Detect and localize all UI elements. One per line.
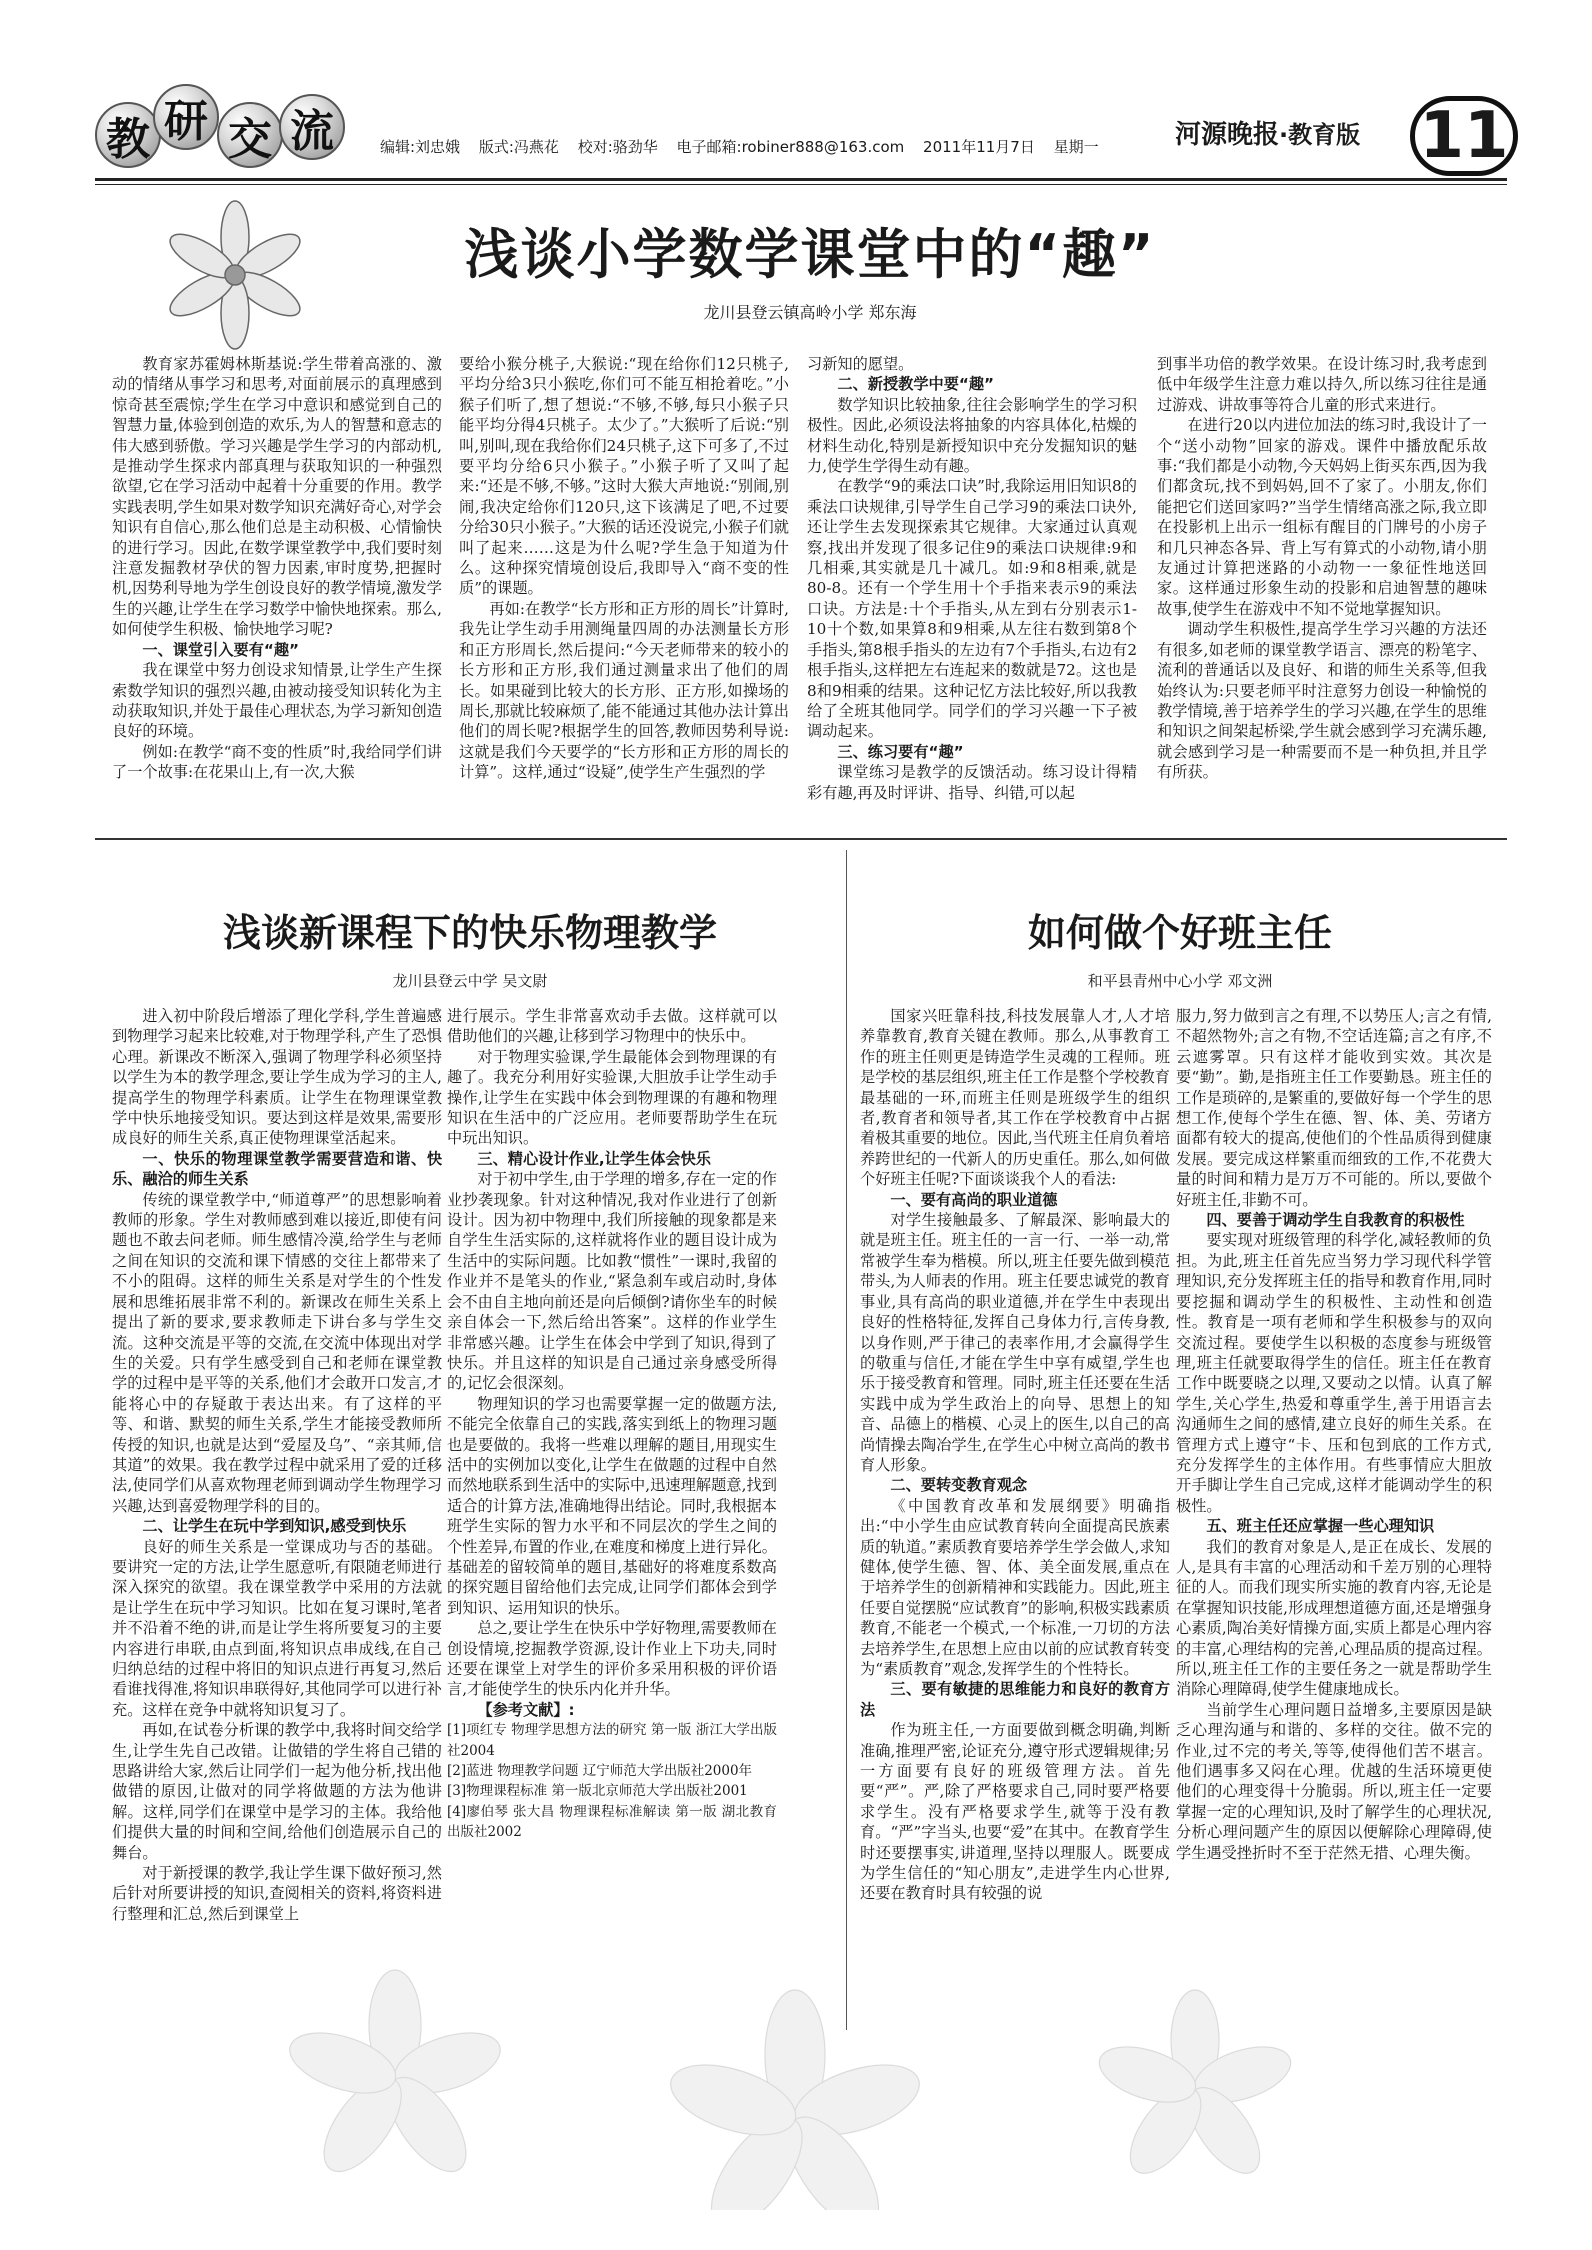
paragraph: 到事半功倍的教学效果。在设计练习时,我考虑到低中年级学生注意力难以持久,所以练习往往是通过游戏、讲故事等符合儿童的形式来进行。 [1157,355,1487,414]
flower-decoration-icon [160,200,310,350]
layout-designer: 版式:冯燕花 [478,138,559,156]
article1-column-3 [807,354,1137,809]
section-heading: 三、练习要有“趣” [837,742,964,761]
paragraph: 传统的课堂教学中,“师道尊严”的思想影响着教师的形象。学生对教师感到难以接近,即使有问题也不敢去问老师。师生感情冷漠,给学生与老师之间在知识的交流和课下情感的交往上都带来了不小的阻碍。这样的师生关系是对学生的个性发展和思维拓展非常不利的。新课改在师生关系上提出了新的要求,要求教师走下讲台多与学生交流。这种交流是平等的交流,在交流中体现出对学生的关爱。只有学生感受到自己和老师在课堂教学的过程中是平等的关系,他们才会敢开口发言,才能将心中的存疑敢于表达出来。有了这样的平等、和谐、默契的师生关系,学生才能接受教师所传授的知识,也就是达到“爱屋及乌”、“亲其师,信其道”的效果。我在教学过程中就采用了爱的迁移法,使同学们从喜欢物理老师到调动学生物理学习兴趣,达到喜爱物理学科的目的。 [112,1190,442,1515]
section-divider [95,838,1507,840]
section-char-4: 流 [279,94,345,160]
weekday: 星期一 [1053,138,1099,156]
paragraph: 课堂练习是教学的反馈活动。练习设计得精彩有趣,再及时评讲、指导、纠错,可以起 [807,763,1137,802]
section-heading: 三、要有敏捷的思维能力和良好的教育方法 [860,1680,1170,1719]
reference-item: [3]物理课程标准 第一版北京师范大学出版社2001 [447,1783,748,1800]
article2-column-2 [447,1006,777,2016]
paragraph: 我在课堂中努力创设求知情景,让学生产生探索数学知识的强烈兴趣,由被动接受知识转化为主动获取知识,并处于最佳心理状态,为学习新知创造良好的环境。 [112,661,442,741]
paragraph: 要实现对班级管理的科学化,减轻教师的负担。为此,班主任首先应当努力学习现代科学管理知识,充分发挥班主任的指导和教育作用,同时要挖掘和调动学生的积极性、主动性和创造性。教育是一项有老师和学生积极参与的双向交流过程。要使学生以积极的态度参与班级管理,班主任就要取得学生的信任。班主任在教育工作中既要晓之以理,又要动之以情。认真了解学生,关心学生,热爱和尊重学生,善于用语言去沟通师生之间的感情,建立良好的师生关系。在管理方式上遵守“卡、压和包到底的工作方式,充分发挥学生的主体作用。有些事情应大胆放开手脚让学生自己完成,这样才能调动学生的积极性。 [1176,1231,1492,1515]
paragraph: 作为班主任,一方面要做到概念明确,判断准确,推理严密,论证充分,遵守形式逻辑规律;另一方面要有良好的班级管理方法。首先要“严”。严,除了严格要求自己,同时要严格要求学生。没有严格要求学生,就等于没有教育。“严”字当头,也要“爱”在其中。在教育学生时还要摆事实,讲道理,坚持以理服人。既要成为学生信任的“知心朋友”,走进学生内心世界,还要在教育时具有较强的说 [860,1721,1170,1903]
article2-column-1 [112,1006,442,2016]
section-heading: 三、精心设计作业,让学生体会快乐 [477,1149,711,1168]
section-heading: 一、要有高尚的职业道德 [890,1190,1058,1209]
paragraph: 再如,在试卷分析课的教学中,我将时间交给学生,让学生先自己改错。让做错的学生将自己错的思路讲给大家,然后让同学们一起为他分析,找出他做错的原因,让做对的同学将做题的方法为他讲解。这样,同学们在课堂中是学习的主体。我给他们提供大量的时间和空间,给他们创造展示自己的舞台。 [112,1721,442,1862]
paragraph: 对于物理实验课,学生最能体会到物理课的有趣了。我充分利用好实验课,大胆放手让学生动手操作,让学生在实践中体会到物理课的有趣和物理知识在生活中的广泛应用。老师要帮助学生在玩中玩出知识。 [447,1047,777,1148]
article1-column-2 [459,354,789,809]
section-heading: 四、要善于调动学生自我教育的积极性 [1206,1211,1465,1230]
paragraph: 当前学生心理问题日益增多,主要原因是缺乏心理沟通与和谐的、多样的交往。做不完的作业,过不完的考关,等等,使得他们苦不堪言。他们遇事多又闷在心理。优越的生活环境更使他们的心理变得十分脆弱。所以,班主任一定要掌握一定的心理知识,及时了解学生的心理状况,分析心理问题产生的原因以便解除心理障碍,使学生遇受挫折时不至于茫然无措、心理失衡。 [1176,1700,1492,1862]
section-char-1: 教 [95,102,161,168]
section-char-2: 研 [153,84,219,150]
paper-logo [1175,114,1360,151]
article3-author: 和平县青州中心小学 邓文洲 [1087,972,1273,990]
paragraph: 对于初中学生,由于学理的增多,存在一定的作业抄袭现象。针对这种情况,我对作业进行了创新设计。因为初中物理中,我们所接触的现象都是来自学生生活实际的,这样就将作业的题目设计成为生活中的实际问题。比如教“惯性”一课时,我留的作业并不是笔头的作业,“紧急刹车或启动时,身体会不由自主地向前还是向后倾倒?请你坐车的时候亲自体会一下,然后给出答案”。这样的作业学生非常感兴趣。让学生在体会中学到了知识,得到了快乐。并且这样的知识是自己通过亲身感受所得的,记忆会很深刻。 [447,1170,777,1393]
paragraph: 习新知的愿望。 [807,355,914,373]
article1-author: 龙川县登云镇高岭小学 郑东海 [703,303,917,322]
paragraph: 在教学“9的乘法口诀”时,我除运用旧知识8的乘法口诀规律,引导学生自己学习9的乘法口诀外,还让学生去发现探索其它规律。大家通过认真观察,找出并发现了很多记住9的乘法口诀规律:9和几相乘,其实就是几十减几。如:9和8相乘,就是80-8。还有一个学生用十个手指来表示9的乘法口诀。方法是:十个手指头,从左到右分别表示1-10十个数,如果算8和9相乘,从左往右数到第8个手指头,第8根手指头的左边有7个手指头,右边有2根手指头,这样把左右连起来的数就是72。这也是8和9相乘的结果。这种记忆方法比较好,所以我教给了全班其他同学。同学们的学习兴趣一下子被调动起来。 [807,477,1137,741]
editor: 编辑:刘忠娥 [380,138,461,156]
reference-item: [1]项红专 物理学思想方法的研究 第一版 浙江大学出版社2004 [447,1722,777,1759]
page-number: 11 [1410,96,1518,176]
paragraph: 国家兴旺靠科技,科技发展靠人才,人才培养靠教育,教育关键在教师。那么,从事教育工作的班主任则更是铸造学生灵魂的工程师。班是学校的基层组织,班主任工作是整个学校教育最基础的一环,而班主任则是班级学生的组织者,教育者和领导者,其工作在学校教育中占据着极其重要的地位。因此,当代班主任肩负着培养跨世纪的一代新人的历史重任。那么,如何做个好班主任呢?下面谈谈我个人的看法: [860,1007,1170,1189]
section-heading: 五、班主任还应掌握一些心理知识 [1206,1517,1435,1536]
section-heading: 二、让学生在玩中学到知识,感受到快乐 [142,1517,407,1536]
article3-column-1 [860,1006,1170,2016]
paragraph: 对学生接触最多、了解最深、影响最大的就是班主任。班主任的一言一行、一举一动,常常被学生奉为楷模。所以,班主任要先做到模范带头,为人师表的作用。班主任要忠诚党的教育事业,具有高尚的职业道德,并在学生中表现出良好的性格特征,发挥自己身体力行,言传身教,以身作则,严于律己的表率作用,才会赢得学生的敬重与信任,才能在学生中享有威望,学生也乐于接受教育和管理。同时,班主任还要在生活实践中成为学生政治上的向导、思想上的知音、品德上的楷模、心灵上的医生,以自己的高尚情操去陶冶学生,在学生心中树立高尚的教书育人形象。 [860,1211,1170,1474]
article1-column-4 [1157,354,1487,809]
paragraph: 总之,要让学生在快乐中学好物理,需要教师在创设情境,挖掘教学资源,设计作业上下功夫,同时还要在课堂上对学生的评价多采用积极的评价语言,才能使学生的快乐内化并升华。 [447,1619,777,1699]
section-heading: 二、新授教学中要“趣” [837,375,995,394]
email: 电子邮箱:robiner888@163.com [676,138,905,156]
date: 2011年11月7日 [923,138,1035,156]
paragraph: 调动学生积极性,提高学生学习兴趣的方法还有很多,如老师的课堂教学语言、漂亮的粉笔字、流利的普通话以及良好、和谐的师生关系等,但我始终认为:只要老师平时注意努力创设一种愉悦的教学情境,善于培养学生的学习兴趣,在学生的思维和知识之间架起桥梁,学生就会感到学习充满乐趣,就会感到学习是一种需要而不是一种负担,并且学有所获。 [1157,620,1487,782]
section-heading: 二、要转变教育观念 [890,1476,1028,1495]
paragraph: 服力,努力做到言之有理,不以势压人;言之有情,不超然物外;言之有物,不空话连篇;言之有序,不云遮雾罩。只有这样才能收到实效。其次是要“勤”。勤,是指班主任工作要勤恳。班主任的工作是琐碎的,是繁重的,要做好每一个学生的思想工作,使每个学生在德、智、体、美、劳诸方面都有较大的提高,使他们的个性品质得到健康发展。要完成这样繁重而细致的工作,不花费大量的时间和精力是万万不可能的。所以,要做个好班主任,非勤不可。 [1176,1007,1492,1209]
paragraph: 对于新授课的教学,我让学生课下做好预习,然后针对所要讲授的知识,查阅相关的资料,将资料进行整理和汇总,然后到课堂上 [112,1864,442,1923]
header-rule [95,178,1507,181]
article1-column-1 [112,354,442,809]
reference-item: [2]蓝进 物理教学问题 辽宁师范大学出版社2000年 [447,1763,753,1780]
paragraph: 进入初中阶段后增添了理化学科,学生普遍感到物理学习起来比较难,对于物理学科,产生了恐惧心理。新课改不断深入,强调了物理学科必须坚持以学生为本的教学理念,要让学生成为学习的主人,提高学生的物理学科素质。让学生在物理课堂教学中快乐地接受知识。要达到这样是效果,需要形成良好的师生关系,真正使物理课堂活起来。 [112,1007,442,1148]
paper-edition: ·教育版 [1279,121,1361,149]
reference-item: [4]廖伯琴 张大昌 物理课程标准解读 第一版 湖北教育出版社2002 [447,1803,777,1841]
article3-column-2 [1176,1006,1492,2016]
paragraph: 进行展示。学生非常喜欢动手去做。这样就可以借助他们的兴趣,让移到学习物理中的快乐中。 [447,1007,777,1046]
paragraph: 例如:在教学“商不变的性质”时,我给同学们讲了一个故事:在花果山上,有一次,大猴 [112,742,442,782]
paragraph: 《中国教育改革和发展纲要》明确指出:“中小学生由应试教育转向全面提高民族素质的轨道。”素质教育要培养学生学会做人,求知健体,使学生德、智、体、美全面发展,重点在于培养学生的创新精神和实践能力。因此,班主任要自觉摆脱“应试教育”的影响,积极实践素质教育,不能老一个模式,一个标准,一刀切的方法去培养学生,在思想上应由以前的应试教育转变为“素质教育”观念,发挥学生的个性特长。 [860,1496,1170,1678]
column-divider [846,850,847,2030]
paragraph: 数学知识比较抽象,往往会影响学生的学习积极性。因此,必须设法将抽象的内容具体化,枯燥的材料生动化,特别是新授知识中充分发掘知识的魅力,使学生学得生动有趣。 [807,395,1137,476]
paper-name: 河源晚报 [1175,120,1280,150]
proofreader: 校对:骆劲华 [577,138,658,156]
article2-title: 浅谈新课程下的快乐物理教学 [222,911,717,955]
section-heading: 一、快乐的物理课堂教学需要营造和谐、快乐、融洽的师生关系 [112,1149,442,1189]
references-heading: 【参考文献】: [477,1700,575,1719]
paragraph: 要给小猴分桃子,大猴说:“现在给你们12只桃子,平均分给3只小猴吃,你们可不能互相抢着吃。”小猴子们听了,想了想说:“不够,不够,每只小猴子只能平均分得4只桃子。太少了。”大猴听了后说:“别叫,别叫,现在我给你们24只桃子,这下可多了,不过要平均分给6只小猴子。”小猴子听了又叫了起来:“还是不够,不够。”这时大猴大声地说:“别闹,别闹,我决定给你们120只,这下该满足了吧,不过要分给30只小猴子。”大猴的话还没说完,小猴子们就叫了起来……这是为什么呢?学生急于知道为什么。这种探究情境创设后,我即导入“商不变的性质”的课题。 [459,355,789,598]
header-info [380,136,1113,157]
section-masthead [95,84,365,174]
paragraph: 良好的师生关系是一堂课成功与否的基础。要讲究一定的方法,让学生愿意听,有限随老师进行深入探究的欲望。我在课堂教学中采用的方法就是让学生在玩中学习知识。比如在复习课时,笔者并不沿着不绝的讲,而是让学生将所要复习的主要内容进行串联,由点到面,将知识点串成线,在自己归纳总结的过程中将旧的知识点进行再复习,然后看谁找得准,将知识串联得好,其他同学可以进行补充。这样在竞争中就将知识复习了。 [112,1537,442,1719]
article2-author: 龙川县登云中学 吴文尉 [392,972,548,990]
paragraph: 物理知识的学习也需要掌握一定的做题方法,不能完全依靠自己的实践,落实到纸上的物理习题也是要做的。我将一些难以理解的题目,用现实生活中的实例加以变化,让学生在做题的过程中自然而然地联系到生活中的实际中,迅速理解题意,找到适合的计算方法,准确地得出结论。同时,我根据本班学生实际的智力水平和不同层次的学生之间的个性差异,布置的作业,在难度和梯度上进行异化。基础差的留较简单的题目,基础好的将难度系数高的探究题目留给他们去完成,让同学们都体会到学到知识、运用知识的快乐。 [447,1394,777,1617]
paragraph: 在进行20以内进位加法的练习时,我设计了一个“送小动物”回家的游戏。课件中播放配乐故事:“我们都是小动物,今天妈妈上街买东西,因为我们都贪玩,找不到妈妈,回不了家了。小朋友,你们能把它们送回家吗?”当学生情绪高涨之际,我立即在投影机上出示一组标有醒目的门牌号的小房子和几只神态各异、背上写有算式的小动物,请小朋友通过计算把迷路的小动物一一象征性地送回家。这样通过形象生动的投影和启迪智慧的趣味故事,使学生在游戏中不知不觉地掌握知识。 [1157,416,1487,618]
paragraph: 教育家苏霍姆林斯基说:学生带着高涨的、激动的情绪从事学习和思考,对面前展示的真理感到惊奇甚至震惊;学生在学习中意识和感觉到自己的智慧力量,体验到创造的欢乐,为人的智慧和意志的伟大感到骄傲。学习兴趣是学生学习的内部动机,是推动学生探求内部真理与获取知识的一种强烈欲望,它在学习活动中起着十分重要的作用。教学实践表明,学生如果对数学知识充满好奇心,对学会知识有自信心,那么他们总是主动积极、心情愉快的进行学习。因此,在数学课堂教学中,我们要时刻注意发掘教材孕伏的智力因素,审时度势,把握时机,因势利导地为学生创设良好的教学情境,激发学生的兴趣,让学生在学习数学中愉快地探索。那么,如何使学生积极、愉快地学习呢? [112,355,442,639]
section-heading: 一、课堂引入要有“趣” [142,640,300,659]
paragraph: 我们的教育对象是人,是正在成长、发展的人,是具有丰富的心理活动和千差万别的心理特征的人。而我们现实所实施的教育内容,无论是在掌握知识技能,形成理想道德方面,还是增强身心素质,陶冶美好情操方面,实质上都是心理内容的丰富,心理结构的完善,心理品质的提高过程。所以,班主任工作的主要任务之一就是帮助学生消除心理障碍,使学生健康地成长。 [1176,1537,1492,1699]
article1-title: 浅谈小学数学课堂中的“趣” [464,223,1156,286]
article3-title: 如何做个好班主任 [1027,911,1332,955]
section-char-3: 交 [217,102,283,168]
paragraph: 再如:在教学“长方形和正方形的周长”计算时,我先让学生动手用测绳量四周的办法测量长方形和正方形周长,然后提问:“今天老师带来的较小的长方形和正方形,我们通过测量求出了他们的周长。如果碰到比较大的长方形、正方形,如操场的周长,那就比较麻烦了,能不能通过其他办法计算出他们的周长呢?根据学生的回答,教师因势利导说:这就是我们今天要学的“长方形和正方形的周长的计算”。这样,通过“设疑”,使学生产生强烈的学 [459,599,789,782]
header-rule-thin [95,184,1507,185]
